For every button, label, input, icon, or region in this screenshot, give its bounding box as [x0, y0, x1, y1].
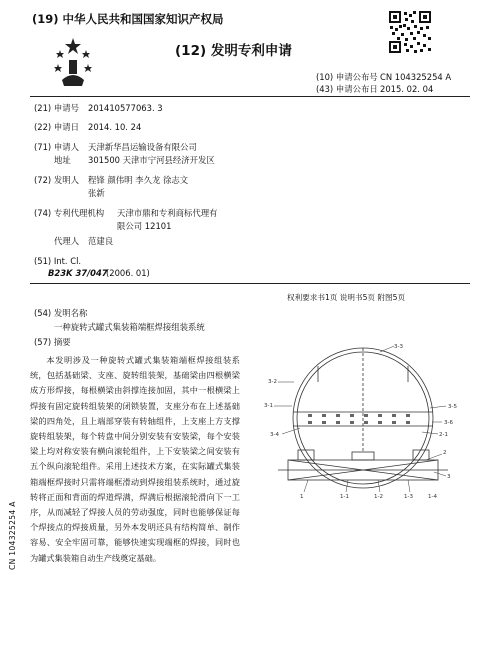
- fig-label-9: 1-1: [340, 494, 349, 500]
- fig-label-11: 1-3: [404, 494, 413, 500]
- inventor-label: (72) 发明人: [34, 175, 79, 185]
- inventor-line-1: 程锋 颜伟明 李久龙 徐志文: [88, 175, 189, 185]
- agent-label: 代理人: [54, 236, 80, 246]
- fig-label-2: 3-2: [268, 379, 277, 385]
- agency-line-2: 限公司 12101: [117, 221, 172, 231]
- fig-label-10: 1-2: [374, 494, 383, 500]
- pub-no-value: CN 104325254 A: [380, 72, 452, 82]
- abstract-label: (57) 摘要: [34, 337, 71, 347]
- fig-label-4: 3-4: [270, 432, 279, 438]
- applicant-value: 天津新华昌运输设备有限公司: [88, 142, 197, 152]
- fig-label-14: 3-6: [444, 420, 453, 426]
- office-name: (19) 中华人民共和国国家知识产权局: [32, 12, 224, 26]
- pub-no-label: (10) 申请公布号: [316, 72, 378, 82]
- address-value: 301500 天津市宁河县经济开发区: [88, 155, 215, 165]
- abstract-text: 本发明涉及一种旋转式罐式集装箱端框焊接组装系统，包括基础梁、支座、旋转组装架，基础梁由四根横梁成方形焊接，每根横梁由斜撑连接加固，其中一根横梁上焊接有固定旋转组装架的闭锁装置，支座分布在上述基础梁的四角处，且上端部穿装有转轴组件，上支座上方支撑旋转组装架，每个转盘中间分别安装有安装梁，每个安装梁上均对称安装有横向滚轮组件，上下安装梁之间安装有五个纵向滚轮组件。采用上述技术方案，在实际罐式集装箱端框焊接时只需将端框滑动到焊接组装系统时，通过旋转将正面和背面的焊道焊满，焊满后根据滚轮滑向下一工序，从而减轻了焊接人员的劳动强度，同时也能够保证每个焊接点的焊接质量，另外本发明还具有结构简单、制作容易、安全牢固可靠，能够快速实现端框的焊接，同时也为罐式集装箱自动生产线奠定基础。: [30, 355, 240, 563]
- abstract-drawing: [248, 342, 476, 502]
- inventor-line-2: 张新: [88, 188, 105, 198]
- qr-code: [388, 10, 432, 54]
- header-rule: [30, 96, 470, 97]
- fig-label-7: 3: [447, 474, 451, 480]
- claims-info: 权利要求书1页 说明书5页 附图5页: [287, 293, 406, 302]
- agency-line-1: 天津市鼎和专利商标代理有: [117, 208, 218, 218]
- fig-label-8: 1: [300, 494, 304, 500]
- agency-label: (74) 专利代理机构: [34, 208, 105, 218]
- fig-label-1: 3-3: [394, 344, 403, 350]
- intcl-label: (51) Int. Cl.: [34, 256, 82, 266]
- invention-title: 一种旋转式罐式集装箱端框焊接组装系统: [54, 322, 205, 332]
- side-pub-number: CN 104325254 A: [8, 501, 17, 570]
- fig-label-3: 3-1: [264, 403, 273, 409]
- pub-date-value: 2015. 02. 04: [380, 84, 434, 94]
- emblem-icon: [52, 36, 94, 88]
- biblio-rule: [30, 283, 470, 284]
- fig-label-12: 3-5: [448, 404, 457, 410]
- intcl-date: (2006. 01): [106, 268, 150, 278]
- fig-label-6: 2: [443, 450, 447, 456]
- app-date-value: 2014. 10. 24: [88, 122, 142, 132]
- pub-date-label: (43) 申请公布日: [316, 84, 378, 94]
- agent-value: 范建良: [88, 236, 114, 246]
- app-date-label: (22) 申请日: [34, 122, 79, 132]
- app-no-label: (21) 申请号: [34, 103, 79, 113]
- app-no-value: 201410577063. 3: [88, 103, 163, 113]
- applicant-label: (71) 申请人: [34, 142, 79, 152]
- doc-type: (12) 发明专利申请: [175, 43, 292, 59]
- intcl-code: B23K 37/047: [48, 268, 108, 278]
- address-label: 地址: [54, 155, 71, 165]
- fig-label-5: 2-1: [439, 432, 448, 438]
- title-label: (54) 发明名称: [34, 308, 88, 318]
- fig-label-13: 1-4: [428, 494, 437, 500]
